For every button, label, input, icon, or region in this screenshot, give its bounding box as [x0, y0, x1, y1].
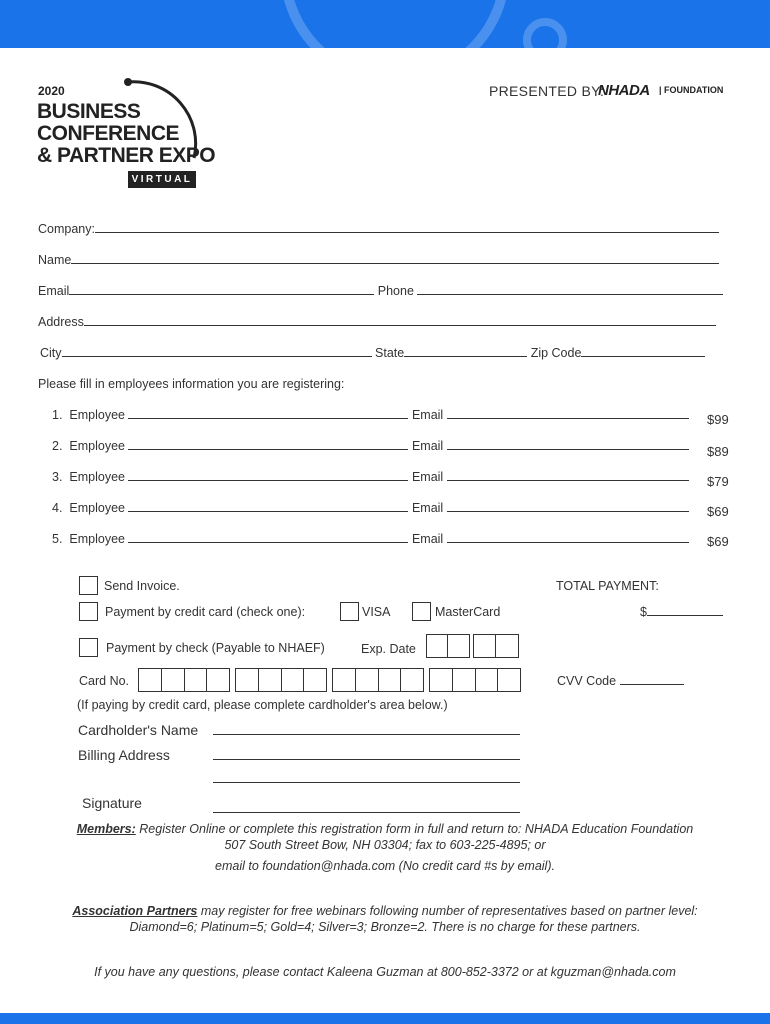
employee-label: Employee [69, 408, 125, 422]
card-group-1[interactable] [138, 668, 230, 692]
employee-email-label: Email [411, 501, 444, 515]
employee-label: Employee [69, 532, 125, 546]
employees-instruction: Please fill in employees information you are registering: [38, 377, 345, 391]
zip-line[interactable] [581, 346, 705, 357]
logo-line-3: & PARTNER EXPO [37, 144, 216, 167]
members-line-3: email to foundation@nhada.com (No credit card #s by email). [215, 859, 555, 873]
employee-email-line[interactable] [447, 470, 689, 481]
send-invoice-checkbox[interactable] [79, 576, 98, 595]
employee-price-5: $69 [707, 534, 729, 549]
employee-email-label: Email [411, 532, 444, 546]
card-group-2[interactable] [235, 668, 327, 692]
mastercard-checkbox[interactable] [412, 602, 431, 621]
address-label: Address [38, 315, 84, 329]
employee-email-label: Email [411, 470, 444, 484]
sponsor-logo: NHADA [598, 82, 650, 99]
state-line[interactable] [404, 346, 527, 357]
zip-label: Zip Code [530, 346, 582, 360]
employee-name-line[interactable] [128, 470, 408, 481]
cvv-label: CVV Code [557, 674, 617, 688]
billing-line-1[interactable] [213, 759, 520, 760]
logo-line-2: CONFERENCE [37, 122, 180, 145]
employee-name-line[interactable] [128, 408, 408, 419]
cardholder-line[interactable] [213, 734, 520, 735]
phone-line[interactable] [417, 284, 723, 295]
employee-price-1: $99 [707, 412, 729, 427]
employee-email-label: Email [411, 408, 444, 422]
employee-num: 4. [52, 501, 63, 515]
employee-row-3[interactable] [52, 470, 689, 484]
company-field[interactable] [38, 222, 719, 236]
credit-card-checkbox[interactable] [79, 602, 98, 621]
logo-year: 2020 [38, 84, 65, 98]
employee-row-5[interactable] [52, 532, 689, 546]
employee-price-2: $89 [707, 444, 729, 459]
employee-num: 3. [52, 470, 63, 484]
address-field[interactable] [38, 315, 716, 329]
employee-name-line[interactable] [128, 501, 408, 512]
partners-paragraph [0, 904, 770, 918]
banner-decoration [0, 0, 770, 48]
employee-price-3: $79 [707, 474, 729, 489]
members-line-2: 507 South Street Bow, NH 03304; fax to 603-225-4895; or [224, 838, 546, 852]
employee-label: Employee [69, 470, 125, 484]
check-payment-checkbox[interactable] [79, 638, 98, 657]
cvv-line[interactable] [620, 674, 684, 685]
sponsor-suffix: | FOUNDATION [659, 85, 724, 95]
city-line[interactable] [62, 346, 372, 357]
partners-text: may register for free webinars following number of representatives based on partner level: [200, 904, 698, 918]
company-label: Company: [38, 222, 95, 236]
members-text: Register Online or complete this registration form in full and return to: NHADA Education Foundation [139, 822, 694, 836]
address-line[interactable] [84, 315, 716, 326]
name-line[interactable] [71, 253, 719, 264]
employee-num: 5. [52, 532, 63, 546]
total-payment-label: TOTAL PAYMENT: [556, 579, 659, 593]
employee-name-line[interactable] [128, 439, 408, 450]
total-payment-field[interactable] [640, 605, 723, 619]
cardholder-label: Cardholder's Name [78, 722, 199, 738]
total-payment-currency: $ [640, 605, 647, 619]
employee-num: 1. [52, 408, 63, 422]
contact-line: If you have any questions, please contact Kaleena Guzman at 800-852-3372 or at kguzman@nhada.com [94, 965, 676, 979]
employee-name-line[interactable] [128, 532, 408, 543]
credit-card-label: Payment by credit card (check one): [105, 605, 306, 619]
employee-num: 2. [52, 439, 63, 453]
members-paragraph [0, 822, 770, 836]
employee-price-4: $69 [707, 504, 729, 519]
employee-email-label: Email [411, 439, 444, 453]
card-group-3[interactable] [332, 668, 424, 692]
employee-email-line[interactable] [447, 408, 689, 419]
signature-line[interactable] [213, 812, 520, 813]
cvv-field[interactable] [557, 674, 684, 688]
employee-label: Employee [69, 501, 125, 515]
check-payment-label: Payment by check (Payable to NHAEF) [106, 641, 325, 655]
members-label: Members: [76, 822, 136, 836]
billing-label: Billing Address [78, 747, 170, 763]
card-group-4[interactable] [429, 668, 521, 692]
employee-label: Employee [69, 439, 125, 453]
state-label: State [375, 346, 405, 360]
card-number-label: Card No. [79, 674, 130, 688]
email-line[interactable] [69, 284, 374, 295]
company-line[interactable] [95, 222, 719, 233]
name-label: Name [38, 253, 72, 267]
email-label: Email [38, 284, 70, 298]
signature-label: Signature [82, 795, 142, 811]
phone-label: Phone [377, 284, 414, 298]
city-field[interactable] [40, 346, 705, 360]
card-note: (If paying by credit card, please complete cardholder's area below.) [77, 698, 448, 712]
logo-line-1: BUSINESS [37, 100, 141, 123]
partners-line-2: Diamond=6; Platinum=5; Gold=4; Silver=3; Bronze=2. There is no charge for these partners. [129, 920, 641, 934]
exp-year-box[interactable] [473, 634, 519, 658]
city-label: City [40, 346, 62, 360]
employee-email-line[interactable] [447, 501, 689, 512]
top-banner [0, 0, 770, 48]
employee-row-4[interactable] [52, 501, 689, 515]
visa-label: VISA [362, 605, 391, 619]
visa-checkbox[interactable] [340, 602, 359, 621]
employee-row-2[interactable] [52, 439, 689, 453]
exp-month-box[interactable] [426, 634, 470, 658]
email-field[interactable] [38, 284, 723, 298]
employee-email-line[interactable] [447, 532, 689, 543]
name-field[interactable] [38, 253, 719, 267]
employee-email-line[interactable] [447, 439, 689, 450]
logo-badge: VIRTUAL [128, 171, 196, 188]
mastercard-label: MasterCard [435, 605, 501, 619]
billing-line-2[interactable] [213, 782, 520, 783]
presented-by-label: PRESENTED BY: [489, 83, 605, 99]
partners-label: Association Partners [72, 904, 198, 918]
total-payment-line[interactable] [647, 605, 723, 616]
exp-date-label: Exp. Date [361, 642, 416, 656]
send-invoice-label: Send Invoice. [104, 579, 180, 593]
employee-row-1[interactable] [52, 408, 689, 422]
bottom-banner [0, 1013, 770, 1024]
